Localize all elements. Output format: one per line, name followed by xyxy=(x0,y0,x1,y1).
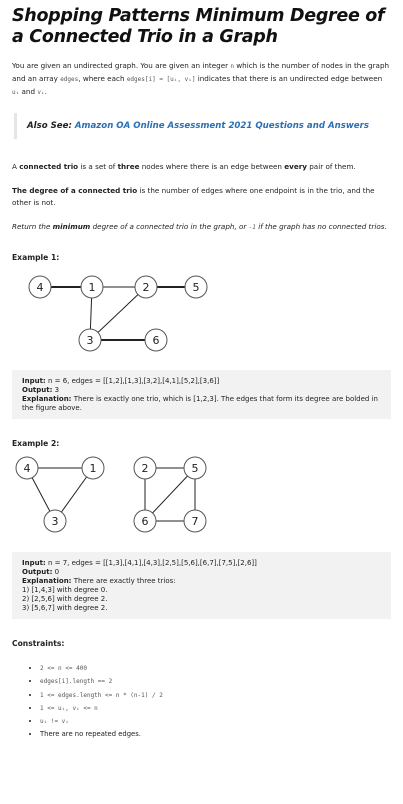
constraint-code: edges[i].length == 2 xyxy=(40,678,113,686)
input-label: Input: xyxy=(22,377,46,385)
node-label: 4 xyxy=(36,281,44,294)
intro-text: which is the number of nodes in the graph and an array xyxy=(12,61,390,83)
def-bold: every xyxy=(284,162,307,171)
node-label: 1 xyxy=(89,462,97,475)
explanation-text: There are exactly three trios: xyxy=(71,577,176,585)
intro-text: indicates that there is an undirected edge between xyxy=(195,74,383,83)
constraint-code: 1 <= edges.length <= n * (n-1) / 2 xyxy=(40,691,163,699)
example-1-box xyxy=(12,370,391,419)
node-label: 6 xyxy=(152,334,160,347)
output-value: 0 xyxy=(52,568,60,576)
constraint-item xyxy=(40,702,391,715)
intro-code: n xyxy=(230,63,234,70)
definition-degree xyxy=(12,185,391,209)
page-title: Shopping Patterns Minimum Degree of a Connected Trio in a Graph xyxy=(12,6,385,47)
node-label: 3 xyxy=(51,515,59,528)
def-bold: minimum xyxy=(52,222,91,231)
constraints-list xyxy=(12,662,391,741)
constraint-item xyxy=(40,728,391,740)
intro-code: vᵢ xyxy=(37,89,45,96)
input-value: n = 7, edges = [[1,3],[4,1],[4,3],[2,5],[5,6],[6,7],[7,5],[2,6]] xyxy=(45,559,257,567)
node-label: 7 xyxy=(191,515,199,528)
node-label: 3 xyxy=(86,334,94,347)
node-label: 1 xyxy=(88,281,96,294)
node-label: 2 xyxy=(141,462,149,475)
def-text: nodes where there is an edge between xyxy=(139,162,285,171)
constraint-code: 2 <= n <= 400 xyxy=(40,665,87,672)
intro-code: edges[i] = [uᵢ, vᵢ] xyxy=(126,76,196,83)
problem-page xyxy=(0,6,403,804)
example-2-output xyxy=(22,568,381,577)
def-text: pair of them. xyxy=(306,162,356,171)
def-bold: The degree of a connected trio xyxy=(12,186,138,195)
example-1-graph xyxy=(12,262,212,362)
constraints-title: Constraints: xyxy=(12,639,65,648)
def-text: Return the xyxy=(12,222,53,231)
example-2-box xyxy=(12,552,391,619)
see-also-callout xyxy=(14,113,391,139)
node-label: 6 xyxy=(141,515,149,528)
intro-text: and xyxy=(19,87,38,96)
constraint-item xyxy=(40,689,391,702)
definition-trio xyxy=(12,161,391,173)
trio-line: 1) [1,4,3] with degree 0. xyxy=(22,586,108,594)
see-also-label: Also See: xyxy=(27,121,75,131)
constraint-item xyxy=(40,675,391,688)
intro-text: , where each xyxy=(78,74,127,83)
example-1-output xyxy=(22,386,381,395)
intro-code: edges xyxy=(60,76,79,83)
example-2-input xyxy=(22,559,381,568)
node-label: 5 xyxy=(191,462,199,475)
def-text: is the number of edges where one endpoint is in the trio, and the other is not. xyxy=(12,186,375,207)
intro-code: uᵢ xyxy=(12,89,20,96)
node-label: 4 xyxy=(23,462,31,475)
intro-paragraph xyxy=(12,60,391,99)
node-label: 5 xyxy=(192,281,200,294)
explanation-label: Explanation: xyxy=(22,395,72,403)
explanation-label: Explanation: xyxy=(22,577,72,585)
return-statement xyxy=(12,221,391,234)
output-value: 3 xyxy=(52,386,60,394)
constraint-item xyxy=(40,715,391,728)
explanation-text: There is exactly one trio, which is [1,2,3]. The edges that form its degree are bolded in the figure above. xyxy=(22,395,378,412)
trio-line: 3) [5,6,7] with degree 2. xyxy=(22,604,108,612)
output-label: Output: xyxy=(22,386,53,394)
input-label: Input: xyxy=(22,559,46,567)
constraint-item xyxy=(40,662,391,675)
example-1-explanation xyxy=(22,395,381,413)
constraint-code: uᵢ != vᵢ xyxy=(40,718,69,726)
def-text: is a set of xyxy=(78,162,118,171)
intro-text: You are given an undirected graph. You are given an integer xyxy=(12,61,231,70)
def-text: if the graph has no connected trios. xyxy=(255,222,387,231)
def-code: -1 xyxy=(248,224,256,231)
input-value: n = 6, edges = [[1,2],[1,3],[3,2],[4,1],[5,2],[3,6]] xyxy=(45,377,220,385)
constraint-text: There are no repeated edges. xyxy=(40,730,141,739)
output-label: Output: xyxy=(22,568,53,576)
example-2-explanation xyxy=(22,577,381,586)
intro-text: . xyxy=(44,87,47,96)
node-label: 2 xyxy=(142,281,150,294)
def-text: A xyxy=(12,162,20,171)
def-bold: connected trio xyxy=(19,162,79,171)
see-also-link[interactable]: Amazon OA Online Assessment 2021 Questions and Answers xyxy=(74,121,369,131)
constraint-code: 1 <= uᵢ, vᵢ <= n xyxy=(40,704,98,712)
def-bold: three xyxy=(117,162,140,171)
example-2-graph xyxy=(12,450,232,542)
example-1-title: Example 1: xyxy=(12,253,60,262)
example-1-input xyxy=(22,377,381,386)
trio-line: 2) [2,5,6] with degree 2. xyxy=(22,595,108,603)
example-2-title: Example 2: xyxy=(12,439,60,448)
def-text: degree of a connected trio in the graph, or xyxy=(90,222,249,231)
